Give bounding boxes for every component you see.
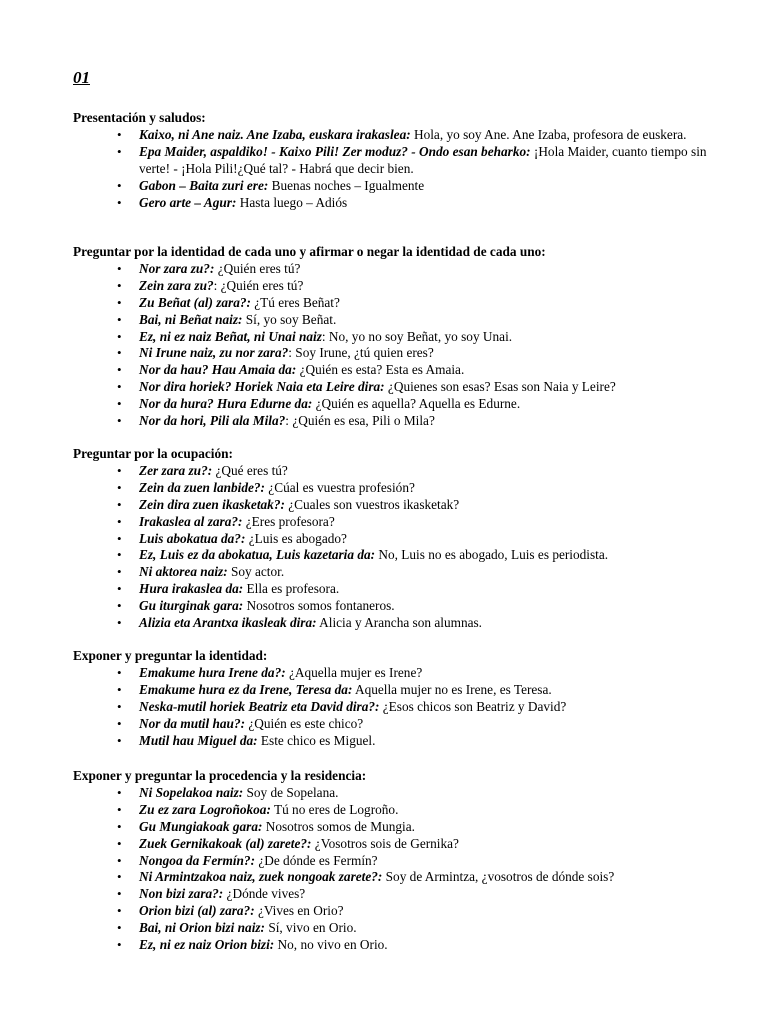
spanish-translation: ¿Cúal es vuestra profesión? [264, 479, 415, 495]
bullet-icon: • [117, 260, 122, 276]
list-item [73, 819, 733, 836]
list-item [73, 295, 733, 312]
bullet-icon: • [117, 328, 122, 344]
list-item [73, 497, 733, 514]
item-list [73, 785, 733, 954]
bullet-icon: • [117, 345, 122, 361]
bullet-icon: • [117, 664, 122, 680]
section-heading: Preguntar por la identidad de cada uno y afirmar o negar la identidad de cada uno: [73, 244, 546, 259]
list-item [73, 682, 733, 699]
list-item [73, 920, 733, 937]
bullet-icon: • [117, 615, 122, 631]
spanish-translation: Sí, yo soy Beñat. [242, 311, 337, 327]
spanish-translation: Sí, vivo en Orio. [265, 920, 357, 936]
basque-phrase: Bai, ni Beñat naiz: [139, 311, 243, 327]
section-heading: Preguntar por la ocupación: [73, 446, 233, 461]
spanish-translation: Soy actor. [227, 564, 285, 580]
basque-phrase: Zer zara zu?: [139, 462, 213, 478]
bullet-icon: • [117, 801, 122, 817]
bullet-icon: • [117, 732, 122, 748]
basque-phrase: Gu Mungiakoak gara: [139, 818, 263, 834]
list-item [73, 802, 733, 819]
list-item [73, 886, 733, 903]
basque-phrase: Luis abokatua da?: [139, 530, 246, 546]
spanish-translation: : ¿Quién eres tú? [213, 277, 304, 293]
bullet-icon: • [117, 681, 122, 697]
bullet-icon: • [117, 835, 122, 851]
spanish-translation: : No, yo no soy Beñat, yo soy Unai. [321, 328, 513, 344]
basque-phrase: Ez, Luis ez da abokatua, Luis kazetaria da: [139, 547, 376, 563]
list-item [73, 564, 733, 581]
item-list [73, 463, 733, 632]
bullet-icon: • [117, 126, 122, 142]
basque-phrase: Zein zara zu? [139, 277, 214, 293]
bullet-icon: • [117, 194, 122, 210]
section-heading: Presentación y saludos: [73, 110, 206, 125]
basque-phrase: Zu Beñat (al) zara?: [139, 294, 251, 310]
list-item [73, 144, 733, 178]
section-exponer-identidad [73, 648, 733, 749]
bullet-icon: • [117, 379, 122, 395]
bullet-icon: • [117, 903, 122, 919]
spanish-translation: ¿Quién eres tú? [214, 260, 301, 276]
spanish-translation: Nosotros somos de Mungia. [262, 818, 415, 834]
list-item [73, 345, 733, 362]
basque-phrase: Nor da hori, Pili ala Mila? [139, 413, 286, 429]
bullet-icon: • [117, 530, 122, 546]
list-item [73, 261, 733, 278]
spanish-translation: Aquella mujer no es Irene, es Teresa. [352, 681, 552, 697]
basque-phrase: Nor dira horiek? Horiek Naia eta Leire dira: [139, 379, 385, 395]
basque-phrase: Neska-mutil horiek Beatriz eta David dira?: [139, 698, 380, 714]
list-item [73, 665, 733, 682]
spanish-translation: Tú no eres de Logroño. [270, 801, 399, 817]
list-item [73, 581, 733, 598]
list-item [73, 480, 733, 497]
section-heading: Exponer y preguntar la procedencia y la residencia: [73, 768, 367, 783]
spanish-translation: Buenas noches – Igualmente [268, 177, 425, 193]
list-item [73, 547, 733, 564]
basque-phrase: Gu iturginak gara: [139, 598, 244, 614]
spanish-translation: Soy de Sopelana. [243, 784, 339, 800]
bullet-icon: • [117, 311, 122, 327]
basque-phrase: Nongoa da Fermín?: [139, 852, 255, 868]
bullet-icon: • [117, 818, 122, 834]
bullet-icon: • [117, 920, 122, 936]
spanish-translation: No, no vivo en Orio. [274, 937, 388, 953]
bullet-icon: • [117, 784, 122, 800]
bullet-icon: • [117, 698, 122, 714]
list-item [73, 178, 733, 195]
bullet-icon: • [117, 852, 122, 868]
list-item [73, 379, 733, 396]
basque-phrase: Zu ez zara Logroñokoa: [139, 801, 271, 817]
item-list [73, 261, 733, 430]
section-ocupacion [73, 446, 733, 632]
list-item [73, 413, 733, 430]
bullet-icon: • [117, 598, 122, 614]
basque-phrase: Gabon – Baita zuri ere: [139, 177, 269, 193]
basque-phrase: Orion bizi (al) zara?: [139, 903, 255, 919]
bullet-icon: • [117, 462, 122, 478]
basque-phrase: Gero arte – Agur: [139, 194, 237, 210]
basque-phrase: Irakaslea al zara?: [139, 513, 243, 529]
basque-phrase: Ni Armintzakoa naiz, zuek nongoak zarete?: [139, 869, 383, 885]
spanish-translation: ¿Cuales son vuestros ikasketak? [284, 496, 460, 512]
section-identidad [73, 244, 733, 430]
spanish-translation: Ella es profesora. [243, 581, 340, 597]
bullet-icon: • [117, 177, 122, 193]
spanish-translation: Nosotros somos fontaneros. [243, 598, 395, 614]
spanish-translation: : ¿Quién es esa, Pili o Mila? [285, 413, 435, 429]
bullet-icon: • [117, 547, 122, 563]
bullet-icon: • [117, 294, 122, 310]
spanish-translation: Alicia y Arancha son alumnas. [316, 615, 482, 631]
spanish-translation: ¿Tú eres Beñat? [250, 294, 340, 310]
list-item [73, 127, 733, 144]
list-item [73, 598, 733, 615]
basque-phrase: Ez, ni ez naiz Beñat, ni Unai naiz [139, 328, 322, 344]
basque-phrase: Emakume hura ez da Irene, Teresa da: [139, 681, 353, 697]
list-item [73, 463, 733, 480]
list-item [73, 733, 733, 750]
basque-phrase: Emakume hura Irene da?: [139, 664, 286, 680]
spanish-translation: ¿Quién es aquella? Aquella es Edurne. [312, 396, 521, 412]
spanish-translation: Hasta luego – Adiós [236, 194, 348, 210]
spanish-translation: ¿Qué eres tú? [212, 462, 288, 478]
list-item [73, 514, 733, 531]
basque-phrase: Nor da mutil hau?: [139, 715, 246, 731]
spanish-translation: ¿Luis es abogado? [245, 530, 347, 546]
list-item [73, 836, 733, 853]
bullet-icon: • [117, 413, 122, 429]
spanish-translation: ¿Quién es esta? Esta es Amaia. [296, 362, 465, 378]
list-item [73, 869, 733, 886]
basque-phrase: Kaixo, ni Ane naiz. Ane Izaba, euskara irakaslea: [139, 126, 411, 142]
basque-phrase: Hura irakaslea da: [139, 581, 244, 597]
list-item [73, 362, 733, 379]
list-item [73, 716, 733, 733]
basque-phrase: Ez, ni ez naiz Orion bizi: [139, 937, 275, 953]
spanish-translation: No, Luis no es abogado, Luis es periodista. [375, 547, 609, 563]
bullet-icon: • [117, 937, 122, 953]
list-item [73, 785, 733, 802]
spanish-translation: : Soy Irune, ¿tú quien eres? [288, 345, 434, 361]
basque-phrase: Zein da zuen lanbide?: [139, 479, 265, 495]
basque-phrase: Alizia eta Arantxa ikasleak dira: [139, 615, 317, 631]
list-item [73, 531, 733, 548]
spanish-translation: Hola, yo soy Ane. Ane Izaba, profesora de euskera. [410, 126, 687, 142]
basque-phrase: Nor zara zu?: [139, 260, 215, 276]
spanish-translation: ¿Quienes son esas? Esas son Naia y Leire? [384, 379, 616, 395]
basque-phrase: Mutil hau Miguel da: [139, 732, 258, 748]
basque-phrase: Ni Irune naiz, zu nor zara? [139, 345, 289, 361]
bullet-icon: • [117, 479, 122, 495]
spanish-translation: ¿Vosotros sois de Gernika? [311, 835, 459, 851]
list-item [73, 903, 733, 920]
basque-phrase: Ni Sopelakoa naiz: [139, 784, 244, 800]
spanish-translation: ¿Vives en Orio? [254, 903, 344, 919]
bullet-icon: • [117, 581, 122, 597]
list-item [73, 615, 733, 632]
item-list [73, 127, 733, 212]
section-heading: Exponer y preguntar la identidad: [73, 648, 268, 663]
bullet-icon: • [117, 715, 122, 731]
spanish-translation: ¿Dónde vives? [223, 886, 306, 902]
spanish-translation: ¿Quién es este chico? [245, 715, 364, 731]
page-number: 01 [73, 68, 90, 87]
list-item [73, 329, 733, 346]
list-item [73, 396, 733, 413]
bullet-icon: • [117, 362, 122, 378]
spanish-translation: ¿Aquella mujer es Irene? [285, 664, 423, 680]
bullet-icon: • [117, 277, 122, 293]
bullet-icon: • [117, 143, 122, 159]
spanish-translation: ¿De dónde es Fermín? [255, 852, 378, 868]
list-item [73, 937, 733, 954]
list-item [73, 699, 733, 716]
spanish-translation: ¿Eres profesora? [242, 513, 335, 529]
basque-phrase: Ni aktorea naiz: [139, 564, 228, 580]
basque-phrase: Nor da hau? Hau Amaia da: [139, 362, 297, 378]
bullet-icon: • [117, 564, 122, 580]
bullet-icon: • [117, 869, 122, 885]
basque-phrase: Bai, ni Orion bizi naiz: [139, 920, 265, 936]
bullet-icon: • [117, 886, 122, 902]
spanish-translation: Este chico es Miguel. [257, 732, 376, 748]
section-presentacion [73, 110, 733, 211]
bullet-icon: • [117, 513, 122, 529]
bullet-icon: • [117, 396, 122, 412]
spanish-translation: ¿Esos chicos son Beatriz y David? [379, 698, 567, 714]
basque-phrase: Epa Maider, aspaldiko! - Kaixo Pili! Zer moduz? - Ondo esan beharko: [139, 143, 531, 159]
basque-phrase: Nor da hura? Hura Edurne da: [139, 396, 313, 412]
list-item [73, 853, 733, 870]
basque-phrase: Non bizi zara?: [139, 886, 224, 902]
section-procedencia [73, 768, 733, 954]
spanish-translation: Soy de Armintza, ¿vosotros de dónde sois? [382, 869, 615, 885]
spanish-translation: ¡Hola Maider, cuanto tiempo sin verte! - ¡Hola Pili!¿Qué tal? - Habrá que decir bien. [139, 143, 707, 176]
basque-phrase: Zein dira zuen ikasketak?: [139, 496, 285, 512]
basque-phrase: Zuek Gernikakoak (al) zarete?: [139, 835, 312, 851]
list-item [73, 312, 733, 329]
list-item [73, 278, 733, 295]
bullet-icon: • [117, 496, 122, 512]
list-item [73, 195, 733, 212]
item-list [73, 665, 733, 750]
